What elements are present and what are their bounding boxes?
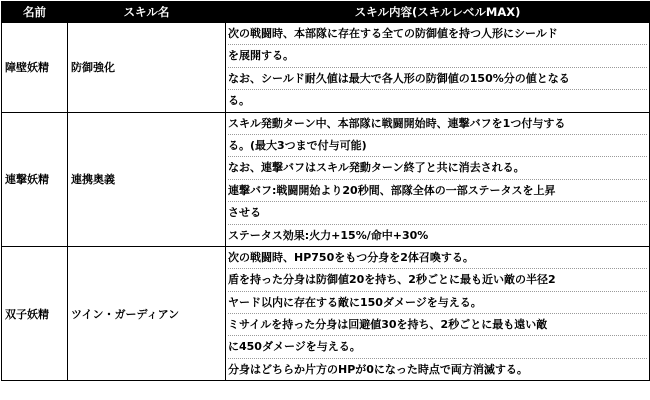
description-line: 盾を持った分身は防御値20を持ち、2秒ごとに最も近い敵の半径2	[228, 269, 647, 291]
table-row	[2, 23, 650, 113]
skill-name: 防御強化	[68, 23, 226, 113]
header-description: スキル内容(スキルレベルMAX)	[226, 2, 650, 23]
skill-description	[226, 246, 650, 380]
description-line: ステータス効果:火力+15%/命中+30%	[228, 228, 429, 242]
description-line: 分身はどちらか片方のHPが0になった時点で両方消滅する。	[228, 362, 528, 376]
description-line: 連撃バフ:戦闘開始より20秒間、部隊全体の一部ステータスを上昇	[228, 180, 647, 202]
description-line: なお、シールド耐久値は最大で各人形の防御値の150%分の値となる	[228, 68, 647, 90]
description-line: 次の戦闘時、本部隊に存在する全ての防御値を持つ人形にシールド	[228, 23, 647, 45]
description-line: る。(最大3つまで付与可能)	[228, 135, 647, 157]
header-skill: スキル名	[68, 2, 226, 23]
description-line: ミサイルを持った分身は回避値30を持ち、2秒ごとに最も遠い敵	[228, 314, 647, 336]
description-line: に450ダメージを与える。	[228, 336, 647, 358]
description-line: ヤード以内に存在する敵に150ダメージを与える。	[228, 292, 647, 314]
fairy-name: 連撃妖精	[2, 112, 68, 246]
description-line: 次の戦闘時、HP750をもつ分身を2体召喚する。	[228, 247, 647, 269]
skill-description	[226, 23, 650, 113]
fairy-name: 障壁妖精	[2, 23, 68, 113]
description-line: る。	[228, 94, 250, 108]
header-row	[2, 2, 650, 23]
description-line: させる	[228, 202, 647, 224]
skill-name: ツイン・ガーディアン	[68, 246, 226, 380]
description-line: を展開する。	[228, 45, 647, 67]
table-row	[2, 246, 650, 380]
description-line: スキル発動ターン中、本部隊に戦闘開始時、連撃バフを1つ付与する	[228, 113, 647, 135]
header-name: 名前	[2, 2, 68, 23]
skill-name: 連携奥義	[68, 112, 226, 246]
table-row	[2, 112, 650, 246]
fairy-skill-table	[1, 1, 650, 381]
description-line: なお、連撃バフはスキル発動ターン終了と共に消去される。	[228, 157, 647, 179]
fairy-name: 双子妖精	[2, 246, 68, 380]
skill-description	[226, 112, 650, 246]
